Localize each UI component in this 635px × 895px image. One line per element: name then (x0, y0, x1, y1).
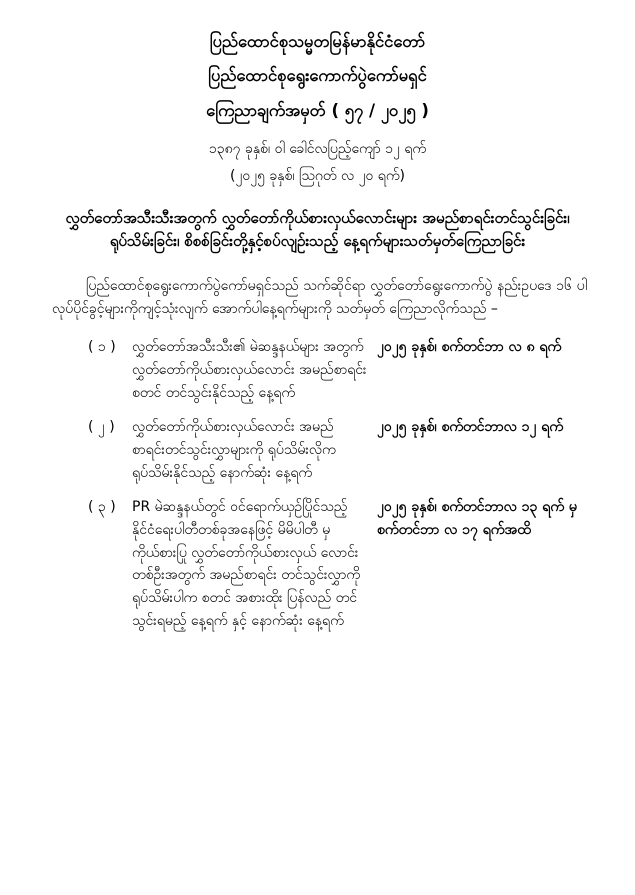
subject-line-1: လွှတ်တော်အသီးသီးအတွက် လွှတ်တော်ကိုယ်စားလှယ်လောင်းများ အမည်စာရင်းတင်သွင်းခြင်း၊ (65, 208, 570, 227)
item-date: ၂၀၂၅ ခုနှစ်၊ စက်တင်ဘာလ ၁၃ ရက် မှ စက်တင်ဘာ လ ၁၇ ရက်အထိ (377, 499, 577, 539)
dateline-burmese-calendar: ၁၃၈၇ ခုနှစ်၊ ၀ါ ခေါင်လပြည့်ကျော် ၁၂ ရက် (208, 140, 427, 157)
item-date: ၂၀၂၅ ခုနှစ်၊ စက်တင်ဘာလ ၁၂ ရက် (377, 419, 564, 436)
item-description: လွှတ်တော်အသီးသီး၏ မဲဆန္ဒနယ်များ အတွက် လွှတ်တော်ကိုယ်စားလှယ်လောင်း အမည်စာရင်း စတင် တင်သွင်းနိုင်သည့် နေ့ရက် (132, 339, 367, 401)
list-item (88, 336, 589, 404)
item-description: PR မဲဆန္ဒနယ်တွင် ဝင်ရောက်ယှဉ်ပြိုင်သည့် နိုင်ငံရေးပါတီတစ်ခုအနေဖြင့် မိမိပါတီ မှ ကိုယ်စားပြု လွှတ်တော်ကိုယ်စားလှယ် လောင်း တစ်ဦးအတွက် အမည်စာရင်း တင်သွင်းလွှာကို ရုပ်သိမ်းပါက စတင် အစားထိုး ပြန်လည် တင်သွင်းရမည့် နေ့ရက် နှင့် နောက်ဆုံး နေ့ရက် (132, 499, 361, 629)
list-item (88, 416, 589, 484)
paragraph-text: ပြည်ထောင်စုရွေးကောက်ပွဲကော်မရှင်သည် သက်ဆိုင်ရာ လွှတ်တော်ရွေးကောက်ပွဲ နည်းဥပဒေ ၁၆ ပါလုပ်ပိုင်ခွင့်များကိုကျင့်သုံးလျက် အောက်ပါနေ့ရက်များကို သတ်မှတ် ကြေညာလိုက်သည် – (52, 278, 587, 317)
announcement-number: ကြေညာချက်အမှတ် ( ၅၇ / ၂၀၂၅ ) (206, 101, 429, 120)
dateline-gregorian-calendar: (၂၀၂၅ ခုနှစ်၊ ဩဂုတ် လ ၂၀ ရက်) (229, 167, 405, 184)
item-body (132, 336, 589, 404)
item-body (132, 416, 589, 484)
document-subject (48, 207, 588, 254)
item-number: ( ၂ ) (88, 419, 115, 436)
items-list (40, 336, 595, 632)
header-line-1: ပြည်ထောင်စုသမ္မတမြန်မာနိုင်ငံတော် (209, 32, 426, 51)
item-date: ၂၀၂၅ ခုနှစ်၊ စက်တင်ဘာ လ ၈ ရက် (377, 339, 562, 356)
item-number: ( ၁ ) (88, 339, 116, 356)
list-item (88, 496, 589, 632)
item-description: လွှတ်တော်ကိုယ်စားလှယ်လောင်း အမည်စာရင်းတင်သွင်းလွှာများကို ရုပ်သိမ်းလိုက ရုပ်သိမ်းနိုင်သည့် နောက်ဆုံး နေ့ရက် (132, 419, 336, 481)
header-line-2: ပြည်ထောင်စုရွေးကောက်ပွဲကော်မရှင် (208, 65, 427, 85)
item-body (132, 496, 589, 632)
subject-line-2: ရုပ်သိမ်းခြင်း၊ စိစစ်ခြင်းတို့နှင့်စပ်လျဉ်းသည့် နေ့ရက်များသတ်မှတ်ကြေညာခြင်း (109, 231, 526, 250)
item-number: ( ၃ ) (88, 499, 116, 516)
body-paragraph (40, 275, 595, 320)
